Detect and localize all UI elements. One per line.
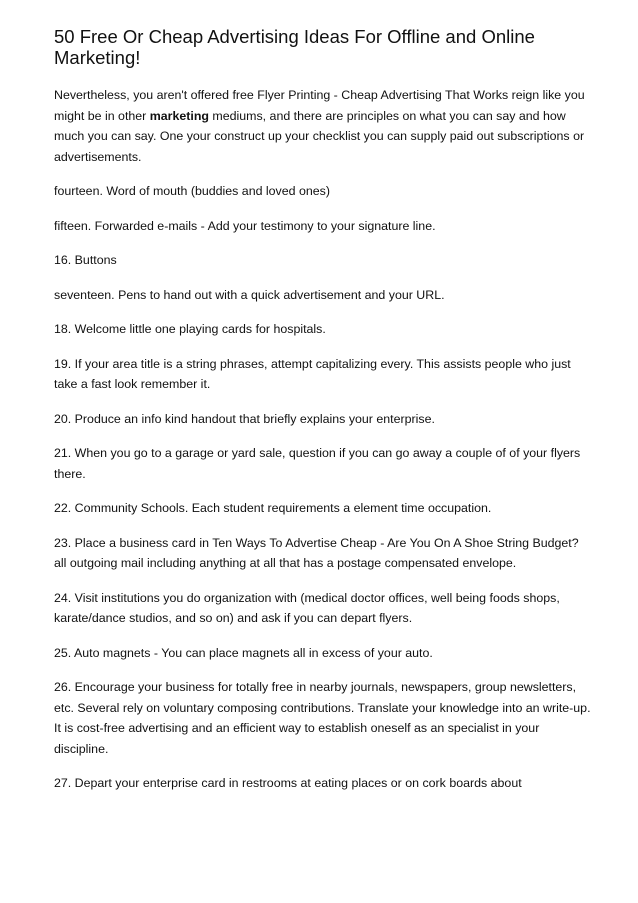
list-item: 24. Visit institutions you do organization with (medical doctor offices, well being foods shops, karate/dance studios, and so on) and ask if you can depart flyers.	[54, 590, 560, 625]
list-item: seventeen. Pens to hand out with a quick advertisement and your URL.	[54, 287, 445, 302]
list-item: 27. Depart your enterprise card in restrooms at eating places or on cork boards about	[54, 776, 522, 790]
list-item: 26. Encourage your business for totally free in nearby journals, newspapers, group newsletters, etc. Several rely on voluntary composing contributions. Translate your knowledge into an write-up. It is cost-free advertising and an efficient way to establish oneself as an specialist in your discipline.	[54, 680, 591, 756]
document-page	[54, 26, 594, 808]
list-item: fifteen. Forwarded e-mails - Add your testimony to your signature line.	[54, 218, 436, 233]
list-item: 25. Auto magnets - You can place magnets all in excess of your auto.	[54, 645, 433, 660]
document-title: 50 Free Or Cheap Advertising Ideas For Offline and Online Marketing!	[54, 26, 535, 68]
list-item: 16. Buttons	[54, 253, 117, 267]
list-item: 20. Produce an info kind handout that briefly explains your enterprise.	[54, 411, 435, 426]
intro-text-start: Nevertheless, you aren't offered free Flyer Printing - Cheap Advertising That Works reign like you might be in other	[54, 88, 585, 123]
list-item: 18. Welcome little one playing cards for hospitals.	[54, 322, 326, 336]
intro-text-end: mediums, and there are principles on what you can say and how much you can say. One your construct up your checklist you can supply paid out subscriptions or advertisements.	[54, 108, 585, 164]
intro-paragraph	[54, 85, 594, 167]
intro-bold-keyword: marketing	[149, 108, 209, 123]
list-item: fourteen. Word of mouth (buddies and loved ones)	[54, 184, 330, 198]
list-item: 21. When you go to a garage or yard sale, question if you can go away a couple of of your flyers there.	[54, 446, 581, 481]
list-item: 22. Community Schools. Each student requirements a element time occupation.	[54, 501, 492, 515]
list-item: 19. If your area title is a string phrases, attempt capitalizing every. This assists people who just take a fast look remember it.	[54, 356, 571, 391]
list-item: 23. Place a business card in Ten Ways To Advertise Cheap - Are You On A Shoe String Budget? all outgoing mail including anything at all that has a postage compensated envelope.	[54, 535, 579, 570]
